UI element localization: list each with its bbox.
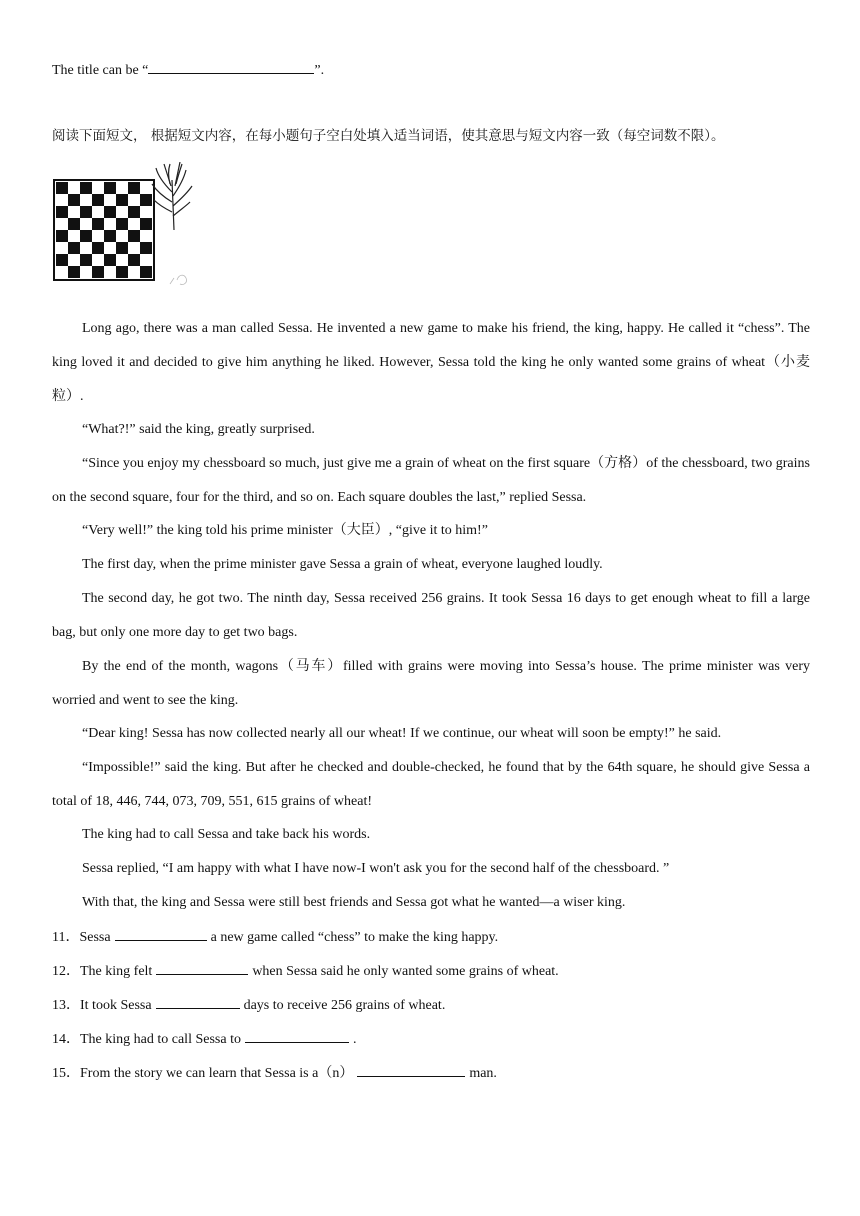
question-number: 13． xyxy=(52,998,80,1013)
question-text-after: man. xyxy=(469,1066,497,1081)
title-question-prefix: The title can be “ xyxy=(52,63,149,78)
chessboard-square xyxy=(80,254,92,266)
question-text-after: . xyxy=(352,1032,357,1047)
question-14 xyxy=(52,1029,356,1050)
chessboard-square xyxy=(68,242,80,254)
story-paragraph-8: “Dear king! Sessa has now collected nearly all our wheat! If we continue, our wheat will soon be empty!” he said. xyxy=(82,726,722,741)
chessboard-square xyxy=(140,194,152,206)
chessboard-square xyxy=(80,230,92,242)
question-text-after: when Sessa said he only wanted some grains of wheat. xyxy=(252,964,559,979)
story-paragraph-1 xyxy=(52,312,810,413)
question-15 xyxy=(52,1063,497,1084)
chessboard-square xyxy=(68,266,80,278)
story-paragraph-7 xyxy=(52,650,810,718)
chessboard-square xyxy=(140,242,152,254)
chessboard-square xyxy=(140,266,152,278)
chessboard-square xyxy=(104,182,116,194)
paragraph-text: “Impossible!” said the king. But after he checked and double-checked, he found that by the 64th square, he should give Sessa a total of 18, 446, 744, 073, 709, 551, 615 grains of wheat! xyxy=(52,760,810,809)
question-text-before: From the story we can learn that Sessa is a（n） xyxy=(80,1066,354,1081)
chessboard-square xyxy=(68,194,80,206)
question-13 xyxy=(52,995,445,1016)
title-question-line xyxy=(52,60,324,81)
chessboard-square xyxy=(128,254,140,266)
answer-blank-12[interactable] xyxy=(156,961,248,975)
paragraph-text: Long ago, there was a man called Sessa. He invented a new game to make his friend, the king, happy. He called it “chess”. The king loved it and decided to give him anything he liked. However, Sessa told the king he only wanted some grains of wheat（小麦粒）. xyxy=(52,321,810,404)
question-12 xyxy=(52,961,559,982)
chessboard-square xyxy=(104,230,116,242)
story-paragraph-3 xyxy=(52,447,810,515)
question-11 xyxy=(52,927,498,948)
chessboard-square xyxy=(56,206,68,218)
paragraph-text: “Since you enjoy my chessboard so much, just give me a grain of wheat on the first square（方格）of the chessboard, two grains on the second square, four for the third, and so on. Each square doubles the last,” replied Sessa. xyxy=(52,456,810,505)
story-paragraph-6 xyxy=(52,582,810,650)
chessboard-square xyxy=(80,182,92,194)
paragraph-text: By the end of the month, wagons（马车）filled with grains were moving into Sessa’s house. The prime minister was very worried and went to see the king. xyxy=(52,659,810,708)
question-number: 12． xyxy=(52,964,80,979)
story-paragraph-11: Sessa replied, “I am happy with what I have now-I won't ask you for the second half of the chessboard. ” xyxy=(82,861,670,876)
question-number: 11． xyxy=(52,930,80,945)
chessboard-square xyxy=(92,242,104,254)
answer-blank-11[interactable] xyxy=(115,927,207,941)
chessboard-square xyxy=(116,266,128,278)
wheat-icon xyxy=(152,162,192,230)
title-question-suffix: ”. xyxy=(314,63,325,78)
paragraph-text: The second day, he got two. The ninth day, Sessa received 256 grains. It took Sessa 16 days to get enough wheat to fill a large bag, but only one more day to get two bags. xyxy=(52,591,810,640)
answer-blank-14[interactable] xyxy=(245,1029,349,1043)
question-text-before: The king felt xyxy=(80,964,153,979)
chessboard-square xyxy=(104,254,116,266)
question-number: 14． xyxy=(52,1032,80,1047)
chessboard-square xyxy=(116,242,128,254)
story-paragraph-10: The king had to call Sessa and take back his words. xyxy=(82,827,371,842)
chessboard-square xyxy=(92,218,104,230)
story-paragraph-5: The first day, when the prime minister gave Sessa a grain of wheat, everyone laughed loudly. xyxy=(82,557,603,572)
chessboard-square xyxy=(128,206,140,218)
story-paragraph-2: “What?!” said the king, greatly surprised. xyxy=(82,422,315,437)
chessboard-square xyxy=(140,218,152,230)
chessboard-square xyxy=(56,182,68,194)
title-answer-blank[interactable] xyxy=(148,60,314,74)
question-number: 15． xyxy=(52,1066,80,1081)
answer-blank-13[interactable] xyxy=(156,995,240,1009)
chessboard-square xyxy=(104,206,116,218)
answer-blank-15[interactable] xyxy=(357,1063,465,1077)
chessboard-square xyxy=(116,194,128,206)
chessboard-square xyxy=(92,194,104,206)
story-paragraph-12: With that, the king and Sessa were still best friends and Sessa got what he wanted—a wiser king. xyxy=(82,895,626,910)
question-text-before: Sessa xyxy=(79,930,111,945)
question-text-before: The king had to call Sessa to xyxy=(80,1032,241,1047)
chessboard-square xyxy=(128,182,140,194)
chessboard-square xyxy=(56,254,68,266)
story-paragraph-4: “Very well!” the king told his prime minister（大臣）, “give it to him!” xyxy=(82,523,488,538)
chessboard-square xyxy=(92,266,104,278)
chessboard-square xyxy=(80,206,92,218)
question-text-after: days to receive 256 grains of wheat. xyxy=(243,998,446,1013)
story-paragraph-9 xyxy=(52,751,810,819)
question-text-before: It took Sessa xyxy=(80,998,152,1013)
chessboard-square xyxy=(128,230,140,242)
chessboard-square xyxy=(56,230,68,242)
chessboard-square xyxy=(68,218,80,230)
question-text-after: a new game called “chess” to make the king happy. xyxy=(210,930,499,945)
chessboard-square xyxy=(116,218,128,230)
chessboard-wheat-image xyxy=(52,162,198,288)
instruction-text: 阅读下面短文， 根据短文内容，在每小题句子空白处填入适当词语，使其意思与短文内容一致（每空词数不限）。 xyxy=(52,128,725,144)
